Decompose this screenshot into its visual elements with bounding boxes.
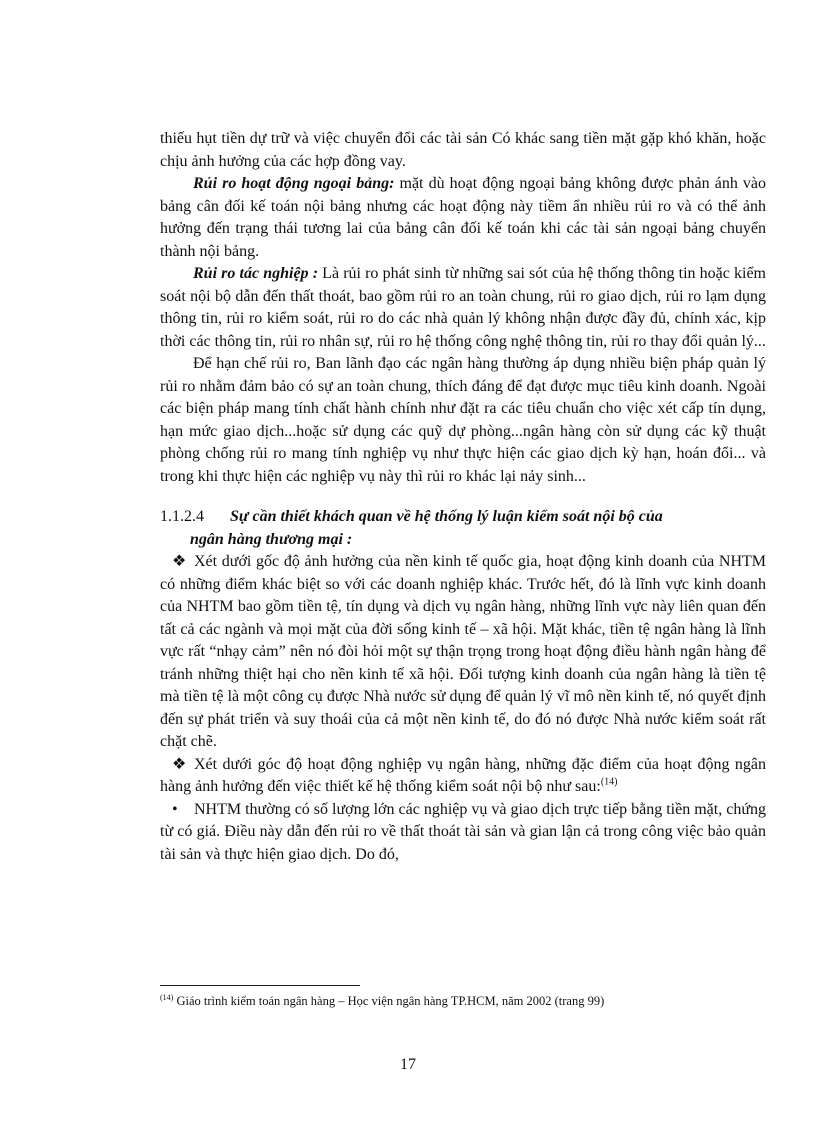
diamond-bullet-icon: ❖ (172, 755, 187, 773)
section-title-line2: ngân hàng thương mại : (190, 530, 353, 548)
section-number: 1.1.2.4 (160, 508, 204, 525)
text-operational-perspective: Xét dưới góc độ hoạt động nghiệp vụ ngân hàng, những đặc điểm của hoạt động ngân hàng ảnh hưởng đến việc thiết kế hệ thống kiểm soát nội bộ như sau: (160, 755, 766, 795)
footnote-text: Giáo trình kiểm toán ngân hàng – Học viện ngân hàng TP.HCM, năm 2002 (trang 99) (173, 994, 605, 1008)
section-heading (160, 506, 766, 529)
text-operational-risk: Là rủi ro phát sinh từ những sai sót của hệ thống thông tin hoặc kiểm soát nội bộ dẫn đến thất thoát, bao gồm rủi ro an toàn chung, rủi ro giao dịch, rủi ro lạm dụng thông tin, rủi ro kiểm soát, rủi ro do các nhà quản lý không nhận được đầy đủ, chính xác, kịp thời các thông tin, rủi ro nhân sự, rủi ro hệ thống công nghệ thông tin, rủi ro thay đổi quản lý... (160, 265, 766, 350)
text-cash-transactions: NHTM thường có số lượng lớn các nghiệp vụ và giao dịch trực tiếp bằng tiền mặt, chứng từ có giá. Điều này dẫn đến rủi ro về thất thoát tài sản và gian lận cả trong công việc bảo quản tài sản và thực hiện giao dịch. Do đó, (160, 800, 766, 863)
paragraph-liquidity-risk-end: thiếu hụt tiền dự trữ và việc chuyển đổi các tài sản Có khác sang tiền mặt gặp khó khăn, hoặc chịu ảnh hưởng của các hợp đồng vay. (160, 130, 766, 170)
term-operational-risk: Rủi ro tác nghiệp : (193, 265, 319, 282)
footnote (160, 993, 766, 1009)
paragraph-cash-transactions (160, 799, 766, 867)
footnote-marker: (14) (160, 992, 174, 1002)
text-off-balance-risk: mặt dù hoạt động ngoại bảng không được phản ánh vào bảng cân đối kế toán nội bảng nhưng các hoạt động này tiềm ẩn nhiều rủi ro và có thể ảnh hưởng đến trạng thái tương lai của bảng cân đối kế toán khi các tài sản ngoại bảng chuyển thành nội bảng. (160, 175, 766, 260)
page-number: 17 (400, 1056, 416, 1073)
page-body (160, 128, 766, 866)
footnote-divider (160, 985, 360, 986)
paragraph-operational-perspective (160, 754, 766, 799)
diamond-bullet-icon: ❖ (172, 553, 187, 570)
paragraph-economic-perspective (160, 551, 766, 754)
paragraph-risk-limitation: Để hạn chế rủi ro, Ban lãnh đạo các ngân hàng thường áp dụng nhiều biện pháp quản lý rủi ro nhằm đảm bảo có sự an toàn chung, thích đáng để đạt được mục tiêu kinh doanh. Ngoài các biện pháp mang tính chất hành chính như đặt ra các tiêu chuẩn cho việc xét cấp tín dụng, hạn mức giao dịch...hoặc sử dụng các quỹ dự phòng...ngân hàng còn sử dụng các kỹ thuật phòng chống rủi ro mang tính nghiệp vụ như thực hiện các giao dịch kỳ hạn, hoán đổi... và trong khi thực hiện các nghiệp vụ này thì rủi ro khác lại nảy sinh... (160, 355, 766, 485)
text-economic-perspective: Xét dưới gốc độ ảnh hưởng của nền kinh tế quốc gia, hoạt động kinh doanh của NHTM có những điểm khác biệt so với các doanh nghiệp khác. Trước hết, đó là lĩnh vực kinh doanh của NHTM bao gồm tiền tệ, tín dụng và dịch vụ ngân hàng, những lĩnh vực này liên quan đến tất cả các ngành và mọi mặt của đời sống kinh tế – xã hội. Mặt khác, tiền tệ ngân hàng là lĩnh vực rất “nhạy cảm” nên nó đòi hỏi một sự thận trọng trong hoạt động điều hành ngân hàng để tránh những thiệt hại cho nền kinh tế xã hội. Đối tượng kinh doanh của ngân hàng là tiền tệ mà tiền tệ là một công cụ được Nhà nước sử dụng để quản lý vĩ mô nền kinh tế, nó quyết định đến sự phát triển và suy thoái của cả một nền kinh tế, do đó nó được Nhà nước kiểm soát rất chặt chẽ. (160, 553, 766, 750)
section-title-line1: Sự cần thiết khách quan về hệ thống lý luận kiểm soát nội bộ của (230, 508, 663, 525)
dot-bullet-icon: • (172, 800, 178, 818)
paragraph-operational-risk (160, 263, 766, 353)
paragraph-off-balance-risk (160, 173, 766, 263)
footnote-reference: (14) (600, 776, 618, 788)
term-off-balance-risk: Rủi ro hoạt động ngoại bảng: (193, 175, 395, 192)
